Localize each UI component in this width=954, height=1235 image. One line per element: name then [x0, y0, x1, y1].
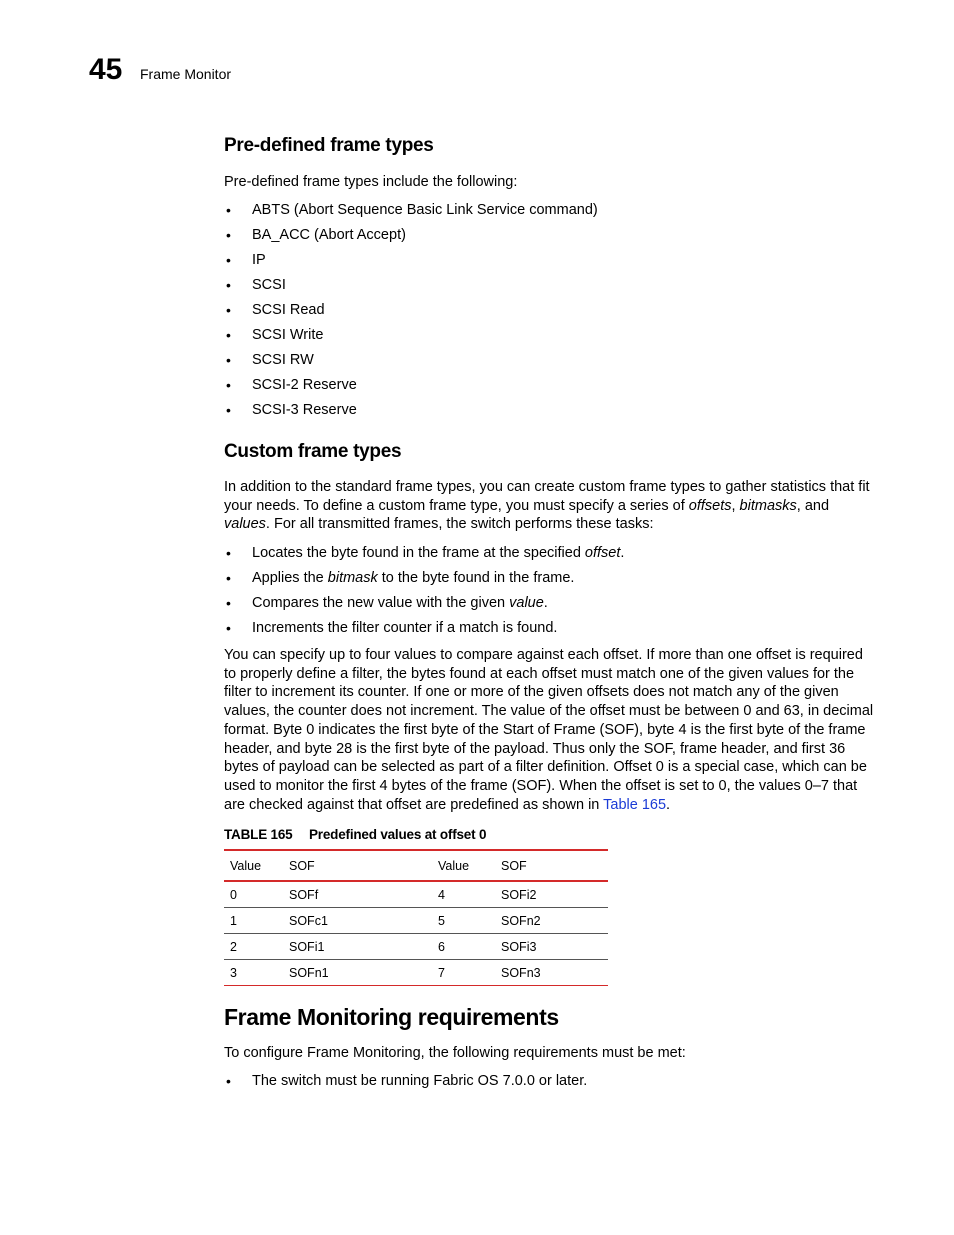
list-item: • Increments the filter counter if a match is found.: [226, 620, 558, 636]
requirements-intro: To configure Frame Monitoring, the following requirements must be met:: [224, 1045, 686, 1061]
list-item: • Locates the byte found in the frame at the specified offset.: [226, 545, 625, 561]
column-header: SOF: [495, 850, 608, 881]
table-row: [224, 960, 608, 986]
column-header: Value: [432, 850, 495, 881]
bullet-icon: •: [226, 620, 231, 636]
table-cell: SOFi2: [495, 881, 608, 908]
chapter-number: 45: [89, 53, 123, 86]
custom-heading: Custom frame types: [224, 441, 402, 462]
bullet-icon: •: [226, 570, 231, 586]
column-header: Value: [224, 850, 283, 881]
bullet-icon: •: [226, 327, 231, 343]
table-cell: 5: [432, 908, 495, 934]
predef-intro: Pre-defined frame types include the following:: [224, 174, 518, 190]
table-row: [224, 881, 608, 908]
table-cell: 3: [224, 960, 283, 986]
table-caption: [224, 826, 486, 844]
bullet-icon: •: [226, 227, 231, 243]
table-cell: SOFc1: [283, 908, 432, 934]
table-title: Predefined values at offset 0: [309, 827, 487, 842]
requirements-heading: Frame Monitoring requirements: [224, 1004, 559, 1030]
bullet-icon: •: [226, 545, 231, 561]
table-cell: SOFi1: [283, 934, 432, 960]
table-cell: 1: [224, 908, 283, 934]
list-item: • SCSI RW: [226, 352, 314, 368]
table-cell: SOFn3: [495, 960, 608, 986]
bullet-icon: •: [226, 252, 231, 268]
bullet-icon: •: [226, 402, 231, 418]
table-link[interactable]: Table 165: [603, 796, 667, 813]
table-cell: 6: [432, 934, 495, 960]
table-cell: SOFn2: [495, 908, 608, 934]
table-row: [224, 934, 608, 960]
predef-heading: Pre-defined frame types: [224, 135, 434, 156]
table-cell: SOFn1: [283, 960, 432, 986]
bullet-icon: •: [226, 1073, 231, 1089]
list-item: • SCSI Read: [226, 302, 325, 318]
table-label: TABLE 165: [224, 827, 293, 842]
list-item: • The switch must be running Fabric OS 7.0.0 or later.: [226, 1073, 588, 1089]
table-cell: SOFi3: [495, 934, 608, 960]
bullet-icon: •: [226, 595, 231, 611]
list-item: • SCSI: [226, 277, 286, 293]
table-cell: 4: [432, 881, 495, 908]
table-cell: 2: [224, 934, 283, 960]
bullet-icon: •: [226, 302, 231, 318]
requirements-list: [224, 1072, 587, 1097]
offset-paragraph: You can specify up to four values to compare against each offset. If more than one offset is required to properly define a filter, the bytes found at each offset must match one of the given values for the filter to increment its counter. If one or more of the given offsets does not match any of the given values, the counter does not increment. The value of the offset must be between 0 and 63, in decimal format. Byte 0 indicates the first byte of the Start of Frame (SOF), byte 4 is the first byte of the frame header, and byte 28 is the first byte of the payload. Thus only the SOF, frame header, and first 36 bytes of payload can be selected as part of a filter definition. Offset 0 is a special case, which can be used to monitor the first 4 bytes of the frame (SOF). When the offset is set to 0, the values 0–7 that are checked against that offset are predefined as shown in Table 165.: [224, 647, 874, 813]
list-item: • ABTS (Abort Sequence Basic Link Service command): [226, 202, 598, 218]
predef-list: [224, 201, 598, 426]
bullet-icon: •: [226, 352, 231, 368]
list-item: • SCSI Write: [226, 327, 324, 343]
table-row: [224, 908, 608, 934]
table-cell: 7: [432, 960, 495, 986]
list-item: • SCSI-2 Reserve: [226, 377, 357, 393]
offset-values-table: [224, 849, 608, 986]
table-header-row: [224, 850, 608, 881]
custom-intro-paragraph: In addition to the standard frame types, you can create custom frame types to gather statistics that fit your needs. To define a custom frame type, you must specify a series of offsets, bitmasks, and values. For all transmitted frames, the switch performs these tasks:: [224, 479, 870, 533]
list-item: • Applies the bitmask to the byte found in the frame.: [226, 570, 575, 586]
column-header: SOF: [283, 850, 432, 881]
bullet-icon: •: [226, 202, 231, 218]
table-cell: 0: [224, 881, 283, 908]
list-item: • SCSI-3 Reserve: [226, 402, 357, 418]
list-item: • Compares the new value with the given value.: [226, 595, 548, 611]
chapter-title: Frame Monitor: [140, 66, 232, 82]
bullet-icon: •: [226, 277, 231, 293]
list-item: • BA_ACC (Abort Accept): [226, 227, 406, 243]
task-list: [224, 544, 624, 644]
list-item: • IP: [226, 252, 266, 268]
table-cell: SOFf: [283, 881, 432, 908]
bullet-icon: •: [226, 377, 231, 393]
